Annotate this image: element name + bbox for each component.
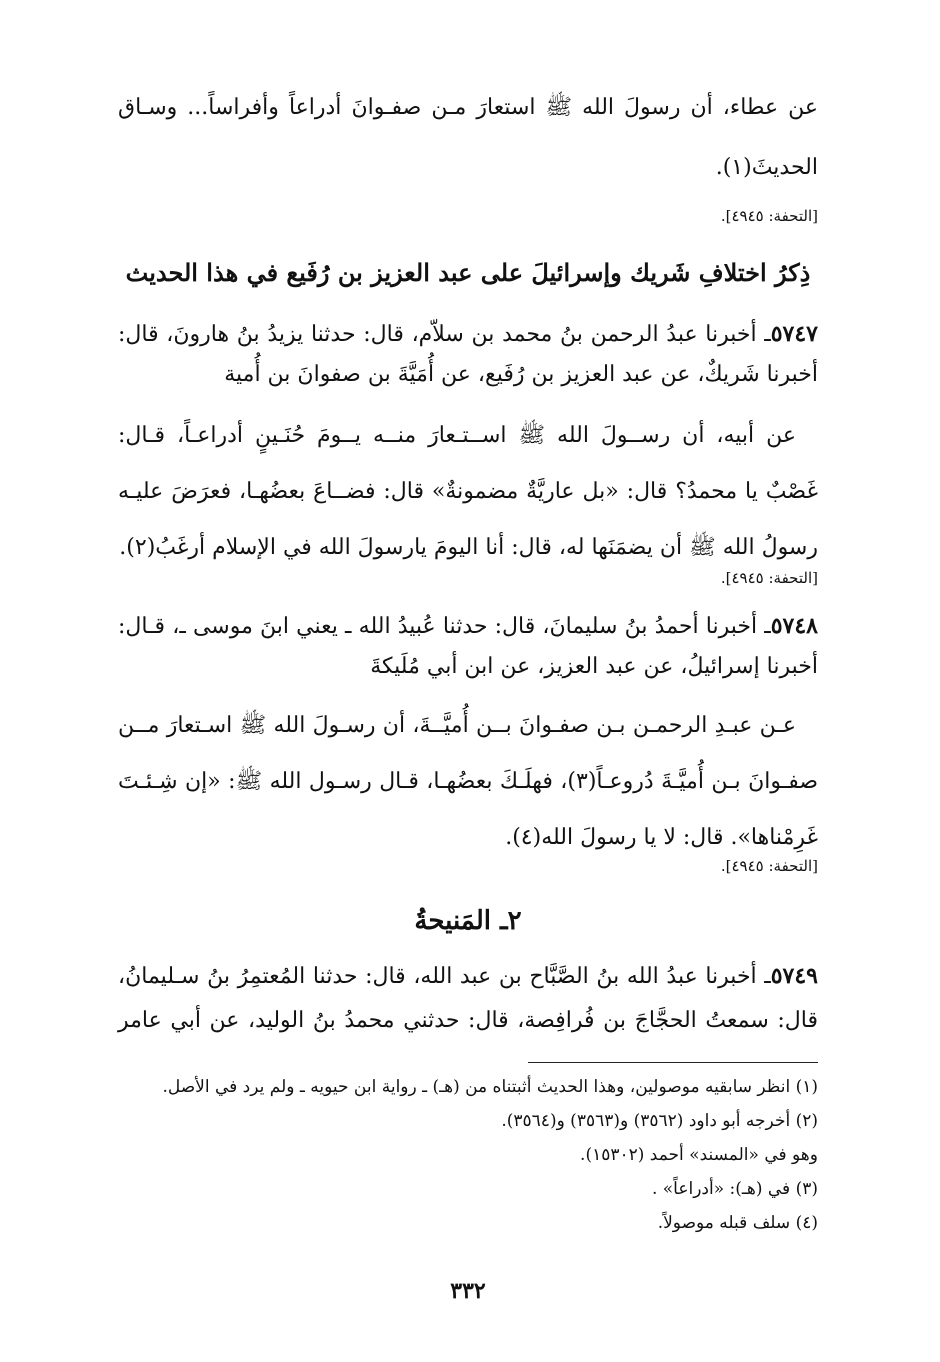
tuhfa-reference-2: [التحفة: ٤٩٤٥]. — [720, 569, 818, 587]
section-title-maniha: ٢ـ المَنيحةُ — [414, 906, 522, 936]
footnote-divider — [528, 1062, 818, 1063]
hadith-5749-isnad-line-1 — [118, 954, 818, 999]
footnotes — [118, 1070, 818, 1240]
hadith-5748-isnad-text-1: ـ أخبرنا أحمدُ بنُ سليمانَ، قال: حدثنا عُبيدُ الله ـ يعني ابنَ موسى ـ، قـال: — [118, 614, 771, 639]
intro-line-1: عن عطاء، أن رسولَ الله ﷺ استعارَ مـن صفـوانَ أدراعاً وأفراساً... وسـاق — [118, 95, 818, 120]
page-number: ٣٣٢ — [450, 1278, 486, 1304]
hadith-number-5749: ٥٧٤٩ — [770, 963, 818, 989]
chapter-heading: ذِكرُ اختلافِ شَريك وإسرائيلَ على عبد العزيز بن رُفَيع في هذا الحديث — [125, 258, 811, 287]
hadith-5748-matn-line-3: غَرِمْناها». قال: لا يا رسولَ الله(٤). — [505, 825, 818, 850]
footnote-2-continued: وهو في «المسند» أحمد (١٥٣٠٢). — [580, 1145, 818, 1165]
hadith-5747-matn-line-3: رسولُ الله ﷺ أن يضمَنَها له، قال: أنا اليومَ يارسولَ الله في الإسلام أرغَبُ(٢). — [119, 535, 818, 560]
hadith-number-5748: ٥٧٤٨ — [770, 613, 818, 639]
hadith-5749-isnad-text-1: ـ أخبرنا عبدُ الله بنُ الصَّبَّاح بن عبد الله، قال: حدثنا المُعتمِرُ بنُ سـليمانُ، — [118, 964, 771, 989]
hadith-5749-isnad — [118, 954, 818, 1043]
hadith-5748-isnad — [118, 606, 818, 687]
hadith-5747-isnad — [118, 314, 818, 395]
hadith-5748-isnad-line-1 — [118, 606, 818, 647]
tuhfa-reference-3: [التحفة: ٤٩٤٥]. — [720, 857, 818, 875]
hadith-5747-isnad-text-1: ـ أخبرنا عبدُ الرحمن بنُ محمد بن سلاّم، قال: حدثنا يزيدُ بنُ هارونَ، قال: — [118, 322, 771, 347]
hadith-5747-matn — [118, 408, 818, 576]
hadith-5749-isnad-line-2: قال: سمعتُ الحجَّاجَ بن فُرافِصة، قال: حدثني محمدُ بنُ الوليد، عن أبي عامر — [118, 1008, 818, 1033]
footnote-4: (٤) سلف قبله موصولاً. — [657, 1213, 818, 1233]
hadith-5748-matn-line-2: صفـوانَ بـن أُميَّـةَ دُروعـاً(٣)، فهلَـكَ بعضُهـا، قـال رسـول الله ﷺ: «إن شِـئـتَ — [118, 769, 819, 794]
intro-paragraph — [118, 78, 818, 198]
hadith-5748-matn — [118, 698, 818, 866]
intro-line-2: الحديثَ(١). — [715, 155, 818, 180]
tuhfa-reference-1: [التحفة: ٤٩٤٥]. — [720, 207, 818, 225]
hadith-5747-matn-line-2: غَصْبٌ يا محمدُ؟ قال: «بل عاريَّةٌ مضمونةٌ» قال: فضــاعَ بعضُهـا، فعرَضَ عليـه — [118, 479, 818, 504]
hadith-5747-isnad-line-2: أخبرنا شَريكٌ، عن عبد العزيز بن رُفَيع، عن أُمَيَّةَ بن صفوانَ بن أُمية — [224, 362, 818, 387]
footnote-2: (٢) أخرجه أبو داود (٣٥٦٢) و(٣٥٦٣) و(٣٥٦٤). — [501, 1111, 818, 1131]
hadith-5748-isnad-line-2: أخبرنا إسرائيلُ، عن عبد العزيز، عن ابن أبي مُلَيكةَ — [370, 654, 818, 679]
hadith-5748-matn-line-1: عـن عبـدِ الرحمـن بـن صفـوانَ بــن أُميَّــةَ، أن رسـولَ الله ﷺ اسـتعارَ مــن — [118, 713, 796, 738]
hadith-5747-matn-line-1: عن أبيه، أن رســولَ الله ﷺ اســتـعارَ منــه يــومَ حُنَـينٍ أدراعـاً، قـال: — [118, 423, 796, 448]
hadith-5747-isnad-line-1 — [118, 314, 818, 355]
hadith-number-5747: ٥٧٤٧ — [770, 321, 818, 347]
footnote-1: (١) انظر سابقيه موصولين، وهذا الحديث أثبتناه من (هـ) ـ رواية ابن حيويه ـ ولم يرد في الأصل. — [162, 1077, 818, 1097]
page-body — [118, 78, 818, 1318]
footnote-3: (٣) في (هـ): «أدراعاً» . — [651, 1179, 818, 1199]
